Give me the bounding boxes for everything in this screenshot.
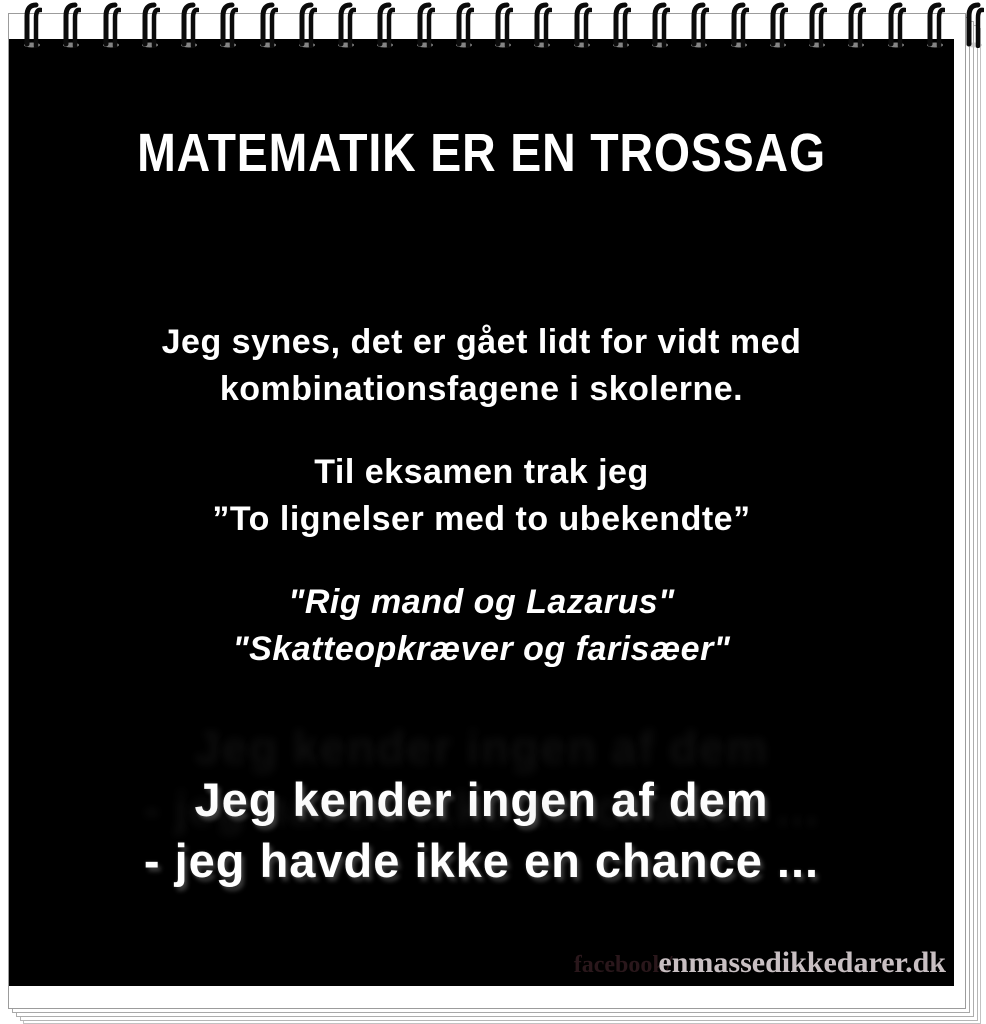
spiral-ring-icon	[336, 1, 356, 48]
quote-paragraph-exam	[9, 449, 954, 543]
quote-line: - jeg havde ikke en chance ...	[143, 834, 820, 887]
spiral-ring-icon	[297, 1, 317, 48]
spiral-ring-icon	[101, 1, 121, 48]
spiral-ring-icon	[689, 1, 709, 48]
spiral-ring-icon	[61, 1, 81, 48]
quote-board	[9, 39, 954, 986]
quote-line: Til eksamen trak jeg	[314, 453, 649, 491]
spiral-ring-icon	[375, 1, 395, 48]
quote-line: ”To lignelser med to ubekendte”	[212, 500, 751, 538]
spiral-ring-icon	[258, 1, 278, 48]
spiral-ring-icon	[807, 1, 827, 48]
quote-paragraph-punchline	[9, 769, 954, 891]
spiral-ring-icon	[611, 1, 631, 48]
quote-line: "Skatteopkræver og farisæer"	[232, 630, 731, 668]
spiral-ring-icon	[532, 1, 552, 48]
spiral-ring-icon	[140, 1, 160, 48]
spiral-ring-icon	[925, 1, 945, 48]
quote-line: "Rig mand og Lazarus"	[288, 583, 675, 621]
spiral-ring-icon	[964, 1, 984, 48]
quote-paragraph-intro	[9, 319, 954, 413]
quote-paragraph-parables	[9, 579, 954, 673]
spiral-ring-icon	[572, 1, 592, 48]
spiral-ring-icon	[768, 1, 788, 48]
spiral-ring-icon	[846, 1, 866, 48]
page-title: MATEMATIK ER EN TROSSAG	[137, 123, 826, 183]
quote-line: kombinationsfagene i skolerne.	[219, 370, 744, 408]
spiral-ring-icon	[415, 1, 435, 48]
quote-line: Jeg synes, det er gået lidt for vidt med	[161, 323, 802, 361]
footer	[574, 946, 946, 982]
spiral-ring-icon	[22, 1, 42, 48]
spiral-ring-icon	[218, 1, 238, 48]
watermark-url: enmassedikkedarer.dk	[658, 946, 946, 979]
spiral-ring-icon	[886, 1, 906, 48]
spiral-ring-icon	[454, 1, 474, 48]
spiral-binding	[22, 1, 984, 49]
spiral-ring-icon	[650, 1, 670, 48]
quote-line: Jeg kender ingen af dem	[194, 773, 769, 826]
spiral-ring-icon	[179, 1, 199, 48]
title-row	[9, 123, 954, 183]
spiral-ring-icon	[729, 1, 749, 48]
facebook-prefix-text: facebook/	[573, 952, 673, 978]
spiral-ring-icon	[493, 1, 513, 48]
